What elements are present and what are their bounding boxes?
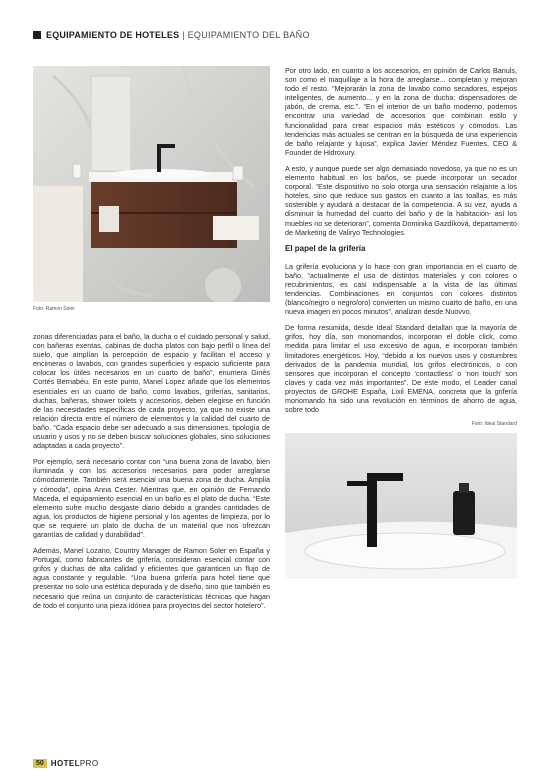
left-column: [33, 66, 270, 617]
faucet-illustration: [285, 433, 517, 579]
photo-caption: Foto: Ideal Standard: [471, 421, 517, 428]
body-paragraph: Por ejemplo, será necesario contar con “una buena zona de lavabo, bien iluminada y con los accesorios necesarios para poder arreglarse cómodamente. También será esencial una buena zona de ducha. Amplia y cómoda”, opina Anna Cester. Mientras que, en opinión de Fernando Maceda, el equipamiento esencial en un baño es el plato de ducha. “Este elemento sufre mucho desgaste diario debido a grandes cantidades de agua, los productos de higiene personal y los agentes de limpieza, por lo que se requiere un plato de ducha de un material que nos ofrezcan garantías de calidad y durabilidad”.: [33, 457, 270, 539]
vanity-illustration: [33, 66, 270, 302]
body-paragraph: Además, Manel Lozano, Country Manager de Ramon Soler en España y Portugal, como fabricantes de grifería, consideran esencial contar con grifos y duchas de alta calidad y eficientes que garanticen un flujo de agua constante y regulable. “Una buena grifería para hotel tiene que presentar no solo una estética depurada y de diseño, sino que también es necesario que reúna un conjunto de características técnicas que hagan de todo el conjunto una pieza idónea para proyectos del sector hotelero”.: [33, 546, 270, 610]
body-paragraph: zonas diferenciadas para el baño, la ducha o el cuidado personal y salud, con bañeras exentas, cabinas de ducha platos con bajo perfil o línea del suelo, que amplían la percepción de espacio y facilitan el acceso y encimeras o lavabos, con grandes superficies y espacio suficiente para colocar los útiles necesarios en un cuarto de baño”, enumera Ginés Cortés Bernabéu. En este punto, Manel Lopez añade que los elementos esenciales en un cuarto de baño, como lavabos, griferías, sanitarios, duchas, bañeras, shower toilets y accesorios, deben elegirse en función de las necesidades específicas de cada proyecto, ya que no existe una relación directa entre el número de elementos y la calidad del cuarto de baño. “Cada espacio debe ser adecuado a sus dimensiones, tipología de usuario y usos y no se deben buscar soluciones globales, sino soluciones adaptadas a cada proyecto”.: [33, 332, 270, 451]
section-subtitle: EQUIPAMIENTO DEL BAÑO: [187, 30, 310, 40]
section-header: [33, 28, 523, 42]
photo-caption: Foto: Ramon Soler: [33, 306, 75, 312]
mirror: [91, 76, 131, 171]
logo-pro: PRO: [79, 758, 99, 768]
bathroom-vanity-photo: [33, 66, 270, 302]
body-paragraph: La grifería evoluciona y lo hace con gran importancia en el cuarto de baño, “actualmente el uso de distintos materiales y con colores o recubrimientos, es casi indispensable a la vista de las últimas tendencias. Combinaciones en conjuntos con colores distintos (blanco/negro o negro/oro) convierten un mismo cuarto de baño, en una nueva imagen en pocos minutos”, analizan desde Nuovvo.: [285, 261, 517, 317]
logo-hotel: HOTEL: [50, 758, 80, 768]
article-subheading: El papel de la grifería: [285, 243, 366, 253]
faucet-basin-photo: [285, 433, 517, 579]
page-number: 50: [33, 759, 47, 768]
section-title: EQUIPAMIENTO DE HOTELES: [46, 30, 180, 40]
page-footer: [33, 757, 98, 769]
magazine-logo: [51, 759, 99, 768]
body-paragraph: Por otro lado, en cuanto a los accesorios, en opinión de Carlos Banuls, son como el maquillaje a la hora de arreglarse... completan y mejoran todo el resto. “Mejorarán la zona de lavabo como secadores, espejos inteligentes, de aumento... y en la zona de ducha: dispensadores de jabón, de crema, etc.”. “En el interior de un baño moderno, podemos encontrar una variedad de accesorios que combinan estilo y funcionalidad para crear espacios más estéticos y cómodos. Las tendencias más actuales se centran en la búsqueda de una experiencia de baño relajante y lujosa”, explica Javier Méndez Fuentes, CEO & Founder de Hidroxury.: [285, 66, 517, 157]
body-paragraph: A esto, y aunque puede ser algo demasiado novedoso, ya que no es un elemento habitual en los baños, se puede incorporar un secador corporal. “Este dispositivo no solo otorga una sensación relajante a los hoteles, sino que reduce sus gastos en cuanto a las toallas, es más sostenible y ayudará a destacar de la competencia. A su vez, ayuda a disminuir la humedad del cuarto del baño y de la habitación- así los muebles no se deterioran”, comenta Dominika Gazdíková, departamento de Marketing de Valiryo Technologies.: [285, 163, 517, 237]
header-separator: |: [182, 30, 185, 40]
section-marker-square: [33, 31, 41, 39]
body-paragraph: De forma resumida, desde Ideal Standard detallan que la mayoría de grifos, hoy día, son monomandos, incorporan el doble click, como medida para limitar el uso excesivo de agua, e incorporan también limitadores energéticos. Hoy, “debido a los nuevos usos y costumbres derivados de la pandemia mundial, los grifos electrónicos, o con sensores que incorporan el concepto ‘contactless’ o ‘non touch’ son claves y cada vez más importantes”. De este modo, el Leader canal proyectos de GROHE España, Lixil EMENA, concreta que la grifería monomando ha sido una revolución en términos de ahorro de agua, sobre todo: [285, 323, 517, 415]
right-column: [285, 66, 517, 579]
